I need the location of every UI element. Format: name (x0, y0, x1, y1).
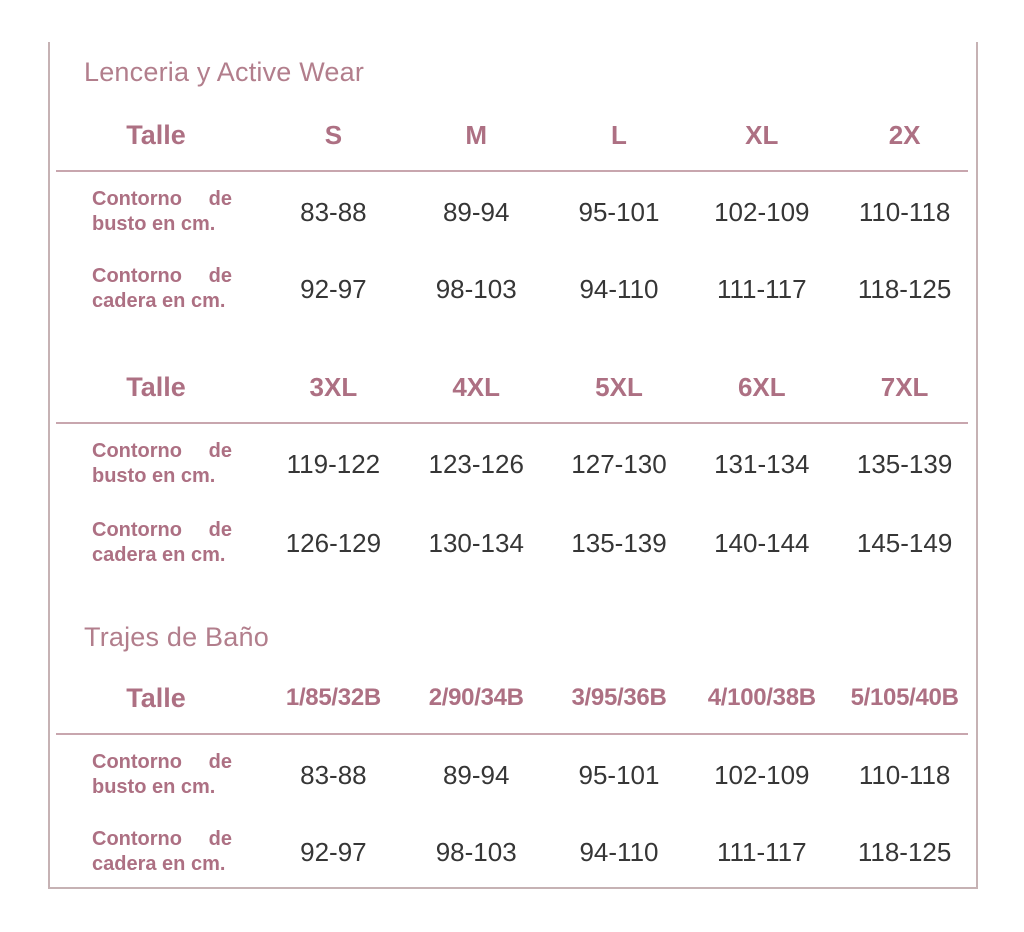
table-row-cadera (50, 517, 976, 569)
value-cell: 131-134 (714, 448, 810, 479)
section-title-trajes: Trajes de Baño (84, 622, 269, 652)
lenceria-regular-header-row (50, 118, 976, 152)
value-cell: 89-94 (442, 759, 510, 790)
row-label: Contorno de cadera en cm. (92, 519, 232, 566)
header-size-4xl: 4XL (452, 371, 501, 402)
header-divider (56, 422, 968, 424)
value-cell: 83-88 (300, 759, 367, 790)
value-cell: 130-134 (428, 527, 524, 558)
header-divider (56, 170, 968, 172)
row-label: Contorno de busto en cm. (92, 440, 232, 487)
header-size-3xl: 3XL (309, 371, 358, 402)
value-cell: 98-103 (435, 273, 517, 304)
header-size-1-85-32b: 1/85/32B (285, 684, 381, 711)
trajes-header-row (50, 681, 976, 715)
value-cell: 111-117 (716, 836, 807, 867)
row-label-cell (50, 187, 262, 237)
value-cell: 140-144 (714, 527, 810, 558)
table-row-busto (50, 186, 976, 238)
table-row-cadera (50, 263, 976, 315)
value-cell: 135-139 (856, 448, 953, 479)
value-cell: 111-117 (716, 273, 807, 304)
value-cell: 102-109 (714, 196, 810, 227)
header-talle: Talle (126, 371, 186, 402)
header-size-2x: 2X (888, 119, 921, 150)
header-size-m: M (465, 119, 488, 150)
value-cell: 92-97 (300, 836, 367, 867)
table-row-busto (50, 438, 976, 490)
value-cell: 83-88 (300, 196, 367, 227)
row-label: Contorno de cadera en cm. (92, 828, 232, 875)
header-size-4-100-38b: 4/100/38B (707, 684, 816, 711)
header-size-6xl: 6XL (737, 371, 786, 402)
value-cell: 118-125 (857, 273, 952, 304)
header-size-7xl: 7XL (880, 371, 929, 402)
header-size-xl: XL (745, 119, 779, 150)
value-cell: 95-101 (578, 759, 660, 790)
value-cell: 135-139 (571, 527, 667, 558)
value-cell: 102-109 (714, 759, 810, 790)
size-chart-sheet (48, 42, 978, 889)
row-label-cell (50, 827, 262, 877)
value-cell: 94-110 (579, 836, 659, 867)
section-title-lenceria: Lenceria y Active Wear (84, 57, 365, 87)
value-cell: 95-101 (578, 196, 660, 227)
header-size-s: S (324, 119, 343, 150)
row-label-cell (50, 750, 262, 800)
row-label-cell (50, 439, 262, 489)
header-talle: Talle (126, 682, 186, 713)
value-cell: 98-103 (435, 836, 517, 867)
value-cell: 89-94 (442, 196, 510, 227)
header-talle: Talle (126, 119, 186, 150)
value-cell: 94-110 (579, 273, 659, 304)
header-divider (56, 733, 968, 735)
table-row-busto (50, 749, 976, 801)
lenceria-extended-header-row (50, 370, 976, 404)
header-size-5-105-40b: 5/105/40B (850, 684, 959, 711)
row-label-cell (50, 264, 262, 314)
row-label: Contorno de cadera en cm. (92, 265, 232, 312)
row-label: Contorno de busto en cm. (92, 751, 232, 798)
value-cell: 119-122 (286, 448, 381, 479)
header-size-3-95-36b: 3/95/36B (571, 684, 667, 711)
value-cell: 118-125 (857, 836, 952, 867)
table-row-cadera (50, 826, 976, 878)
row-label: Contorno de busto en cm. (92, 188, 232, 235)
value-cell: 110-118 (858, 759, 951, 790)
header-size-2-90-34b: 2/90/34B (428, 684, 524, 711)
value-cell: 92-97 (300, 273, 367, 304)
row-label-cell (50, 518, 262, 568)
value-cell: 126-129 (285, 527, 382, 558)
value-cell: 127-130 (571, 448, 667, 479)
value-cell: 145-149 (856, 527, 953, 558)
value-cell: 110-118 (858, 196, 951, 227)
header-size-5xl: 5XL (595, 371, 643, 402)
value-cell: 123-126 (428, 448, 524, 479)
header-size-l: L (611, 119, 627, 150)
